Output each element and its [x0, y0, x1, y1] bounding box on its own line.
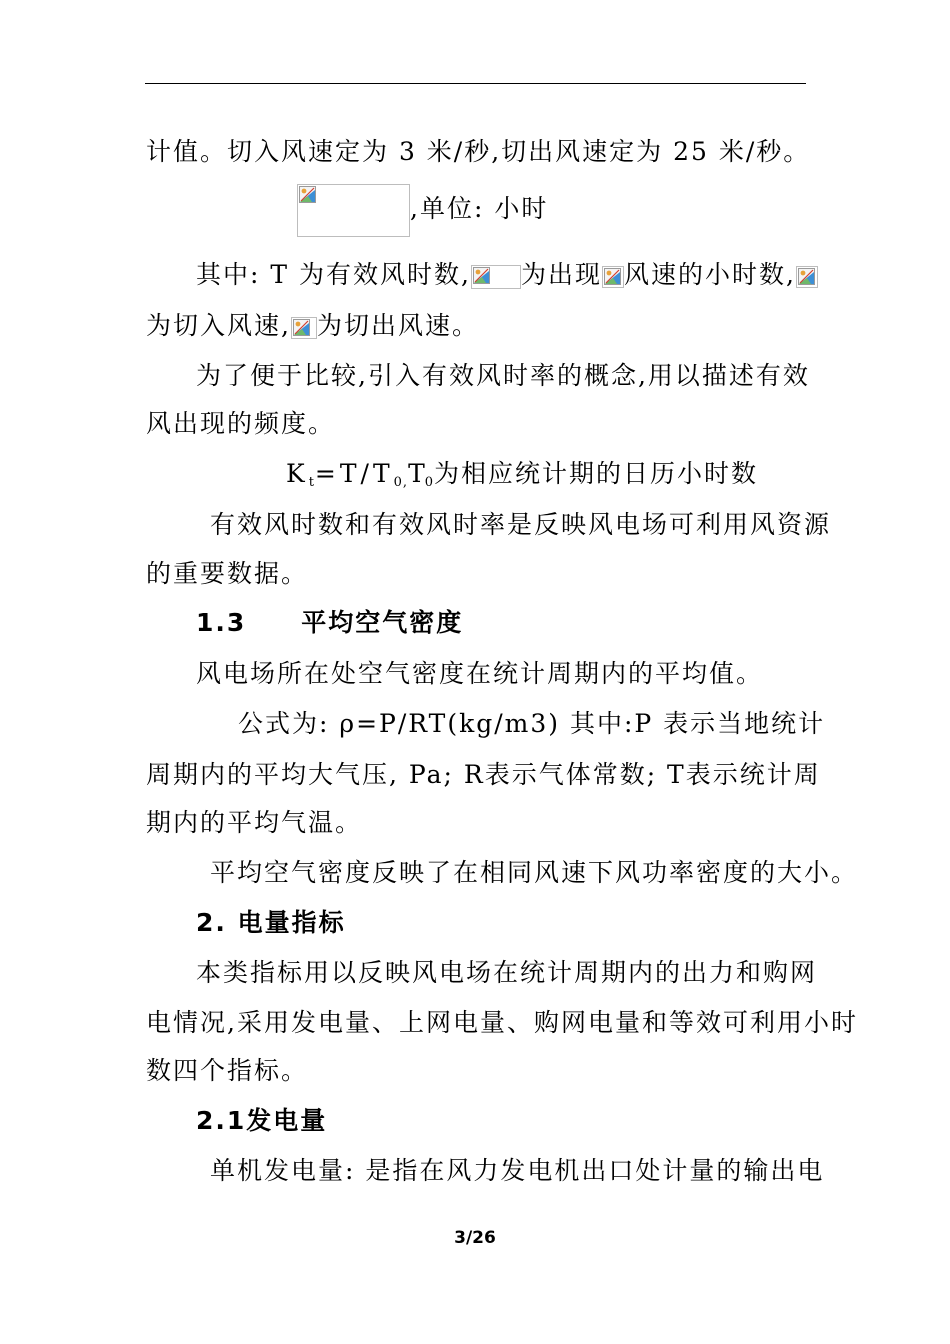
text-fragment: K	[286, 459, 309, 488]
subscript: 0	[424, 475, 435, 490]
header-rule	[145, 83, 806, 84]
text-fragment: 为切出风速。	[316, 311, 479, 340]
text-line: 有效风时数和有效风时率是反映风电场可利用风资源	[210, 510, 832, 539]
text-line: 公式为: ρ=P/RT(kg/m3) 其中:P 表示当地统计	[238, 709, 826, 738]
formula-image-placeholder	[471, 265, 521, 289]
broken-image-icon	[798, 268, 815, 285]
text-line: 电情况,采用发电量、上网电量、购网电量和等效可利用小时	[146, 1008, 858, 1037]
text-fragment: 为相应统计期的日历小时数	[434, 459, 759, 488]
formula-image-placeholder	[602, 266, 624, 288]
text-fragment: T	[408, 459, 425, 488]
text-line: 本类指标用以反映风电场在统计周期内的出力和购网	[196, 958, 818, 987]
text-line: 的重要数据。	[146, 559, 309, 588]
text-fragment: =T/T	[314, 459, 394, 488]
broken-image-icon	[604, 268, 621, 285]
heading-title: 平均空气密度	[301, 608, 464, 637]
subscript: 0,	[393, 475, 409, 490]
section-heading	[196, 606, 463, 640]
section-heading: 2.1发电量	[196, 1106, 328, 1135]
text-line: 数四个指标。	[146, 1056, 309, 1085]
text-line: 为了便于比较,引入有效风时率的概念,用以描述有效	[196, 361, 810, 390]
heading-number: 1.3	[196, 608, 247, 637]
text-fragment: 为切入风速,	[146, 311, 291, 340]
text-line	[146, 309, 479, 343]
formula-image-placeholder	[291, 317, 317, 339]
text-line: 平均空气密度反映了在相同风速下风功率密度的大小。	[210, 858, 859, 887]
text-line: 风出现的频度。	[146, 409, 336, 438]
formula-image-placeholder	[796, 266, 818, 288]
unit-text: ,单位: 小时	[410, 194, 549, 223]
page-number: 3/26	[454, 1228, 496, 1248]
broken-image-icon	[299, 186, 316, 203]
broken-image-icon	[473, 267, 490, 284]
text-line: 单机发电量: 是指在风力发电机出口处计量的输出电	[210, 1156, 825, 1185]
formula-line	[286, 457, 758, 500]
subscript: t	[308, 475, 315, 490]
text-line: 周期内的平均大气压, Pa; R表示气体常数; T表示统计周	[146, 760, 821, 789]
text-fragment: 其中: T 为有效风时数,	[196, 260, 471, 289]
formula-image-placeholder	[297, 184, 410, 237]
text-fragment: 风速的小时数,	[623, 260, 796, 289]
text-line: 风电场所在处空气密度在统计周期内的平均值。	[196, 659, 764, 688]
text-fragment: 为出现	[520, 260, 602, 289]
section-heading: 2. 电量指标	[196, 908, 346, 937]
text-line: 期内的平均气温。	[146, 808, 363, 837]
formula-line	[297, 184, 548, 237]
text-line	[196, 258, 818, 292]
text-line: 计值。切入风速定为 3 米/秒,切出风速定为 25 米/秒。	[146, 137, 811, 166]
broken-image-icon	[293, 319, 310, 336]
